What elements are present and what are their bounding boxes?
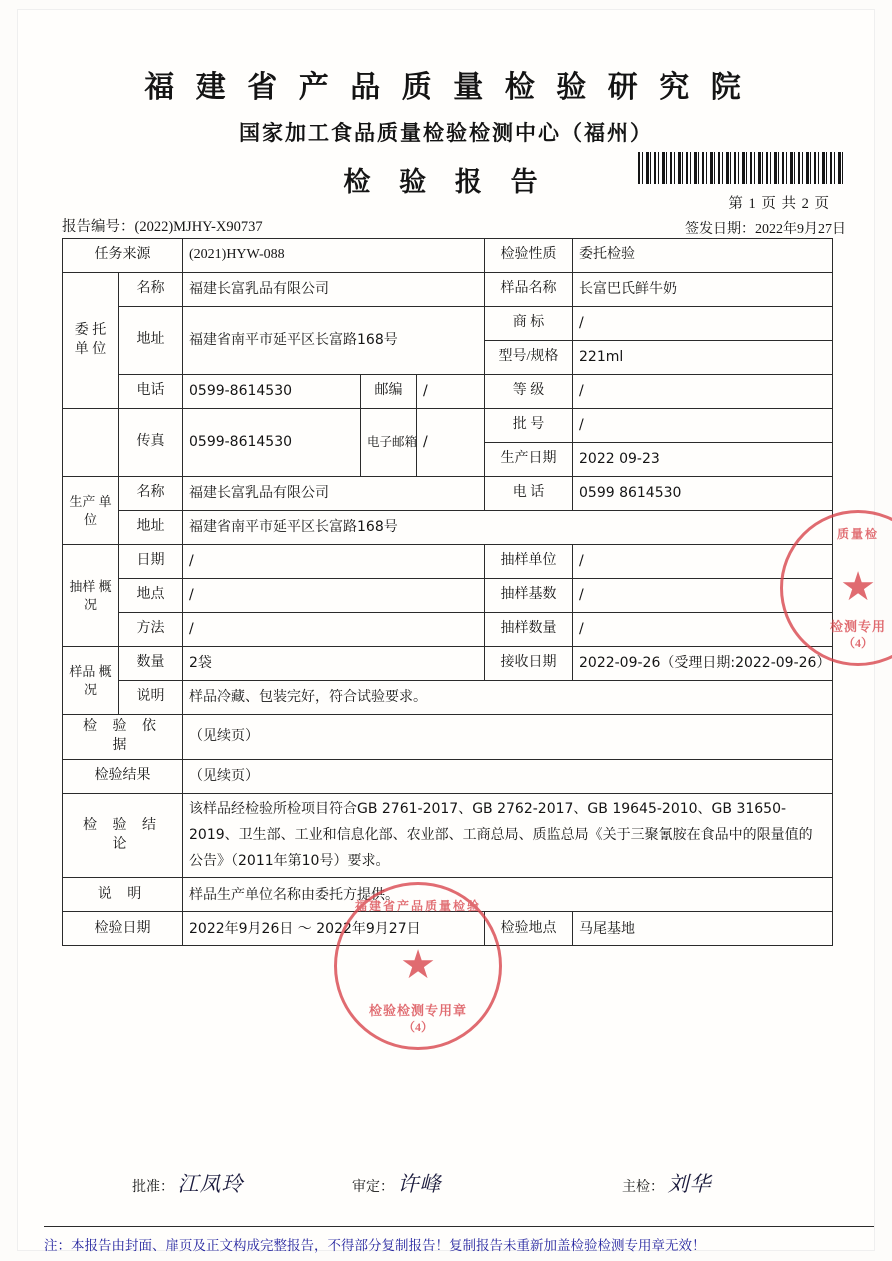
sampling-qty-value: / — [573, 613, 833, 647]
client-address-label: 地址 — [119, 307, 183, 375]
task-source-value: (2021)HYW-088 — [183, 239, 485, 273]
batch-value: / — [573, 409, 833, 443]
review-label: 审定： — [352, 1180, 394, 1195]
brand-label: 商 标 — [485, 307, 573, 341]
report-title: 检 验 报 告 — [343, 167, 549, 197]
center-title: 国家加工食品质量检验检测中心（福州） — [239, 121, 653, 145]
grade-value: / — [573, 375, 833, 409]
approve-signature — [132, 1168, 244, 1198]
star-icon: ★ — [400, 942, 436, 988]
client-block-label-text: 委 托 单 位 — [74, 322, 107, 357]
prod-date-label: 生产日期 — [485, 443, 573, 477]
conclusion-label — [63, 793, 183, 878]
grade-label: 等 级 — [485, 375, 573, 409]
brand-value: / — [573, 307, 833, 341]
inspect-place-value: 马尾基地 — [573, 912, 833, 946]
table-row — [63, 307, 833, 341]
stamp-top-text: 福建省产品质量检验 — [354, 899, 481, 913]
sampling-base-label: 抽样基数 — [485, 579, 573, 613]
table-row — [63, 759, 833, 793]
table-row — [63, 409, 833, 443]
stamp-number: （4） — [402, 1020, 433, 1034]
approve-label: 批准： — [132, 1180, 174, 1195]
table-row — [63, 647, 833, 681]
producer-phone-label: 电 话 — [485, 477, 573, 511]
inspect-date-label: 检验日期 — [63, 912, 183, 946]
table-row — [63, 579, 833, 613]
producer-phone-value: 0599 8614530 — [573, 477, 833, 511]
sample-desc-value: 样品冷藏、包装完好，符合试验要求。 — [183, 681, 833, 715]
conclusion-value: 该样品经检验所检项目符合GB 2761-2017、GB 2762-2017、GB 19645-2010、GB 31650-2019、卫生部、工业和信息化部、农业部、工商总局、质监总局《关于三聚氰胺在食品中的限量值的公告》（2011年第10号）要求。 — [183, 793, 833, 878]
report-number: 报告编号：(2022)MJHY-X90737 — [62, 219, 263, 235]
producer-name-label: 名称 — [119, 477, 183, 511]
institute-title: 福 建 省 产 品 质 量 检 验 研 究 院 — [144, 71, 748, 104]
sampling-qty-label: 抽样数量 — [485, 613, 573, 647]
table-row — [63, 273, 833, 307]
zip-label: 邮编 — [361, 375, 417, 409]
task-source-label: 任务来源 — [63, 239, 183, 273]
sample-info-label: 样品 概况 — [63, 647, 119, 715]
inspect-date-value: 2022年9月26日 ～ 2022年9月27日 — [183, 912, 485, 946]
inspect-type-value: 委托检验 — [573, 239, 833, 273]
stamp-bottom-text: 检验检测专用章 — [368, 1003, 467, 1018]
explain-value: 样品生产单位名称由委托方提供。 — [183, 878, 833, 912]
sample-name-value: 长富巴氏鲜牛奶 — [573, 273, 833, 307]
edge-stamp-bottom-text: 检测专用 — [829, 619, 886, 634]
explain-label-text: 说 明 — [97, 886, 148, 902]
review-name: 许峰 — [397, 1172, 442, 1196]
table-row — [63, 511, 833, 545]
recv-date-label: 接收日期 — [485, 647, 573, 681]
table-row — [63, 793, 833, 878]
table-row — [63, 239, 833, 273]
client-phone-label: 电话 — [119, 375, 183, 409]
inspect-type-label: 检验性质 — [485, 239, 573, 273]
star-icon: ★ — [840, 564, 876, 610]
producer-name-value: 福建长富乳品有限公司 — [183, 477, 485, 511]
table-row — [63, 613, 833, 647]
approve-name: 江凤玲 — [177, 1172, 244, 1196]
email-label: 电子邮箱 — [361, 409, 417, 477]
report-sheet — [18, 10, 886, 1253]
inspect-name: 刘华 — [667, 1172, 712, 1196]
issue-date: 签发日期：2022年9月27日 — [685, 222, 846, 237]
edge-stamp-number: （4） — [842, 636, 873, 650]
sampling-method-value: / — [183, 613, 485, 647]
sampling-unit-value: / — [573, 545, 833, 579]
client-address-value: 福建省南平市延平区长富路168号 — [183, 307, 485, 375]
table-row — [63, 477, 833, 511]
sampling-date-value: / — [183, 545, 485, 579]
edge-stamp-top-text: 质量检 — [836, 527, 879, 541]
sampling-place-label: 地点 — [119, 579, 183, 613]
footnote: 注：本报告由封面、扉页及正文构成完整报告，不得部分复制报告！复制报告未重新加盖检验检测专用章无效！ — [44, 1226, 874, 1254]
sampling-place-value: / — [183, 579, 485, 613]
client-unit-label — [63, 409, 119, 477]
inspector-signature — [622, 1168, 712, 1198]
sample-name-label: 样品名称 — [485, 273, 573, 307]
table-row — [63, 681, 833, 715]
fax-label: 传真 — [119, 409, 183, 477]
sampling-method-label: 方法 — [119, 613, 183, 647]
basis-label-text: 检 验 依 据 — [83, 719, 162, 753]
sampling-base-value: / — [573, 579, 833, 613]
page-number: 第 1 页 共 2 页 — [728, 196, 830, 212]
inspect-label: 主检： — [622, 1180, 664, 1195]
signature-row — [62, 1162, 832, 1210]
fax-value: 0599-8614530 — [183, 409, 361, 477]
table-row — [63, 878, 833, 912]
model-value: 221ml — [573, 341, 833, 375]
producer-label: 生产 单位 — [63, 477, 119, 545]
table-row — [63, 912, 833, 946]
table-row — [63, 545, 833, 579]
sampling-unit-label: 抽样单位 — [485, 545, 573, 579]
report-table — [62, 238, 833, 946]
producer-address-value: 福建省南平市延平区长富路168号 — [183, 511, 833, 545]
sample-qty-label: 数量 — [119, 647, 183, 681]
explain-label — [63, 878, 183, 912]
batch-label: 批 号 — [485, 409, 573, 443]
producer-address-label: 地址 — [119, 511, 183, 545]
review-signature — [352, 1168, 442, 1198]
client-name-label: 名称 — [119, 273, 183, 307]
sampling-date-label: 日期 — [119, 545, 183, 579]
client-block-label — [63, 273, 119, 409]
recv-date-value: 2022-09-26（受理日期:2022-09-26） — [573, 647, 833, 681]
barcode-icon — [638, 152, 846, 184]
prod-date-value: 2022 09-23 — [573, 443, 833, 477]
client-name-value: 福建长富乳品有限公司 — [183, 273, 485, 307]
conclusion-label-text: 检 验 结 论 — [83, 817, 162, 852]
result-value: （见续页） — [183, 759, 833, 793]
sample-desc-label: 说明 — [119, 681, 183, 715]
table-row — [63, 715, 833, 760]
model-label: 型号/规格 — [485, 341, 573, 375]
table-row — [63, 375, 833, 409]
sampling-label: 抽样 概况 — [63, 545, 119, 647]
basis-label — [63, 715, 183, 760]
result-label: 检验结果 — [63, 759, 183, 793]
zip-value: / — [417, 375, 485, 409]
client-phone-value: 0599-8614530 — [183, 375, 361, 409]
email-value: / — [417, 409, 485, 477]
sample-qty-value: 2袋 — [183, 647, 485, 681]
inspect-place-label: 检验地点 — [485, 912, 573, 946]
basis-value: （见续页） — [183, 715, 833, 760]
